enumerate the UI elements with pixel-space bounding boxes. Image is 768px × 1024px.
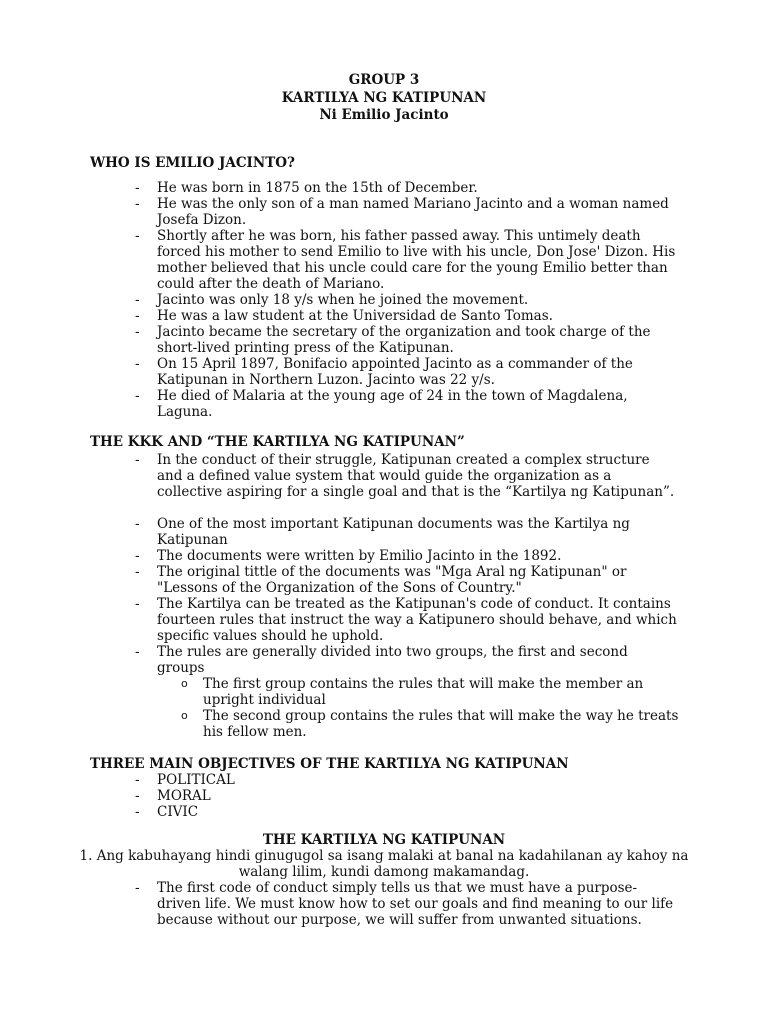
list-item: - The Kartilya can be treated as the Katipunan's code of conduct. It contains fourteen rules that instruct the way a Katipunero should behave, and which specific values should he uphold. (135, 596, 677, 644)
sub-list-item: o The second group contains the rules that will make the way he treats his fellow men. (181, 708, 679, 740)
list-item: - Shortly after he was born, his father passed away. This untimely death forced his mother to send Emilio to live with his uncle, Don Jose' Dizon. His mother believed that his uncle could care for the young Emilio better than could after the death of Mariano. (135, 228, 676, 292)
document-author: Ni Emilio Jacinto (319, 107, 449, 123)
list-item: - POLITICAL (135, 772, 235, 788)
list-item: - The original tittle of the documents was "Mga Aral ng Katipunan" or "Lessons of the Organization of the Sons of Country." (135, 564, 627, 596)
list-item: - MORAL (135, 788, 211, 804)
list-item: - He was a law student at the Universidad de Santo Tomas. (135, 308, 553, 324)
list-item: - On 15 April 1897, Bonifacio appointed Jacinto as a commander of the Katipunan in Northern Luzon. Jacinto was 22 y/s. (135, 356, 633, 388)
group-label: GROUP 3 (348, 72, 420, 88)
section-heading-three-main-objectives: THREE MAIN OBJECTIVES OF THE KARTILYA NG KATIPUNAN (90, 756, 569, 772)
section-heading-kartilya-ng-katipunan: THE KARTILYA NG KATIPUNAN (262, 832, 506, 848)
list-item: - He died of Malaria at the young age of 24 in the town of Magdalena, Laguna. (135, 388, 628, 420)
list-item: - He was the only son of a man named Mariano Jacinto and a woman named Josefa Dizon. (135, 196, 669, 228)
list-item: - In the conduct of their struggle, Katipunan created a complex structure and a defined value system that would guide the organization as a collective aspiring for a single goal and that is the “Kartilya ng Katipunan”. (135, 452, 675, 500)
sub-list-item: o The first group contains the rules that will make the member an upright individual (181, 676, 644, 708)
section-heading-kkk-and-kartilya: THE KKK AND “THE KARTILYA NG KATIPUNAN” (90, 434, 465, 450)
list-item: - Jacinto became the secretary of the organization and took charge of the short-lived printing press of the Katipunan. (135, 324, 651, 356)
section-heading-who-is-emilio-jacinto: WHO IS EMILIO JACINTO? (90, 155, 295, 171)
list-item: - CIVIC (135, 804, 199, 820)
document-title: KARTILYA NG KATIPUNAN (281, 90, 487, 106)
list-item: - The documents were written by Emilio Jacinto in the 1892. (135, 548, 562, 564)
list-item: - Jacinto was only 18 y/s when he joined the movement. (135, 292, 529, 308)
list-item: - The first code of conduct simply tells us that we must have a purpose-driven life. We must know how to set our goals and find meaning to our life because without our purpose, we will suffer from unwanted situations. (135, 880, 674, 928)
list-item: - The rules are generally divided into two groups, the first and second groups (135, 644, 628, 676)
list-item: - He was born in 1875 on the 15th of December. (135, 180, 478, 196)
rule-1-text: 1. Ang kabuhayang hindi ginugugol sa isang malaki at banal na kadahilanan ay kahoy na walang lilim, kundi damong makamandag. (79, 848, 689, 880)
list-item: - One of the most important Katipunan documents was the Kartilya ng Katipunan (135, 516, 630, 548)
